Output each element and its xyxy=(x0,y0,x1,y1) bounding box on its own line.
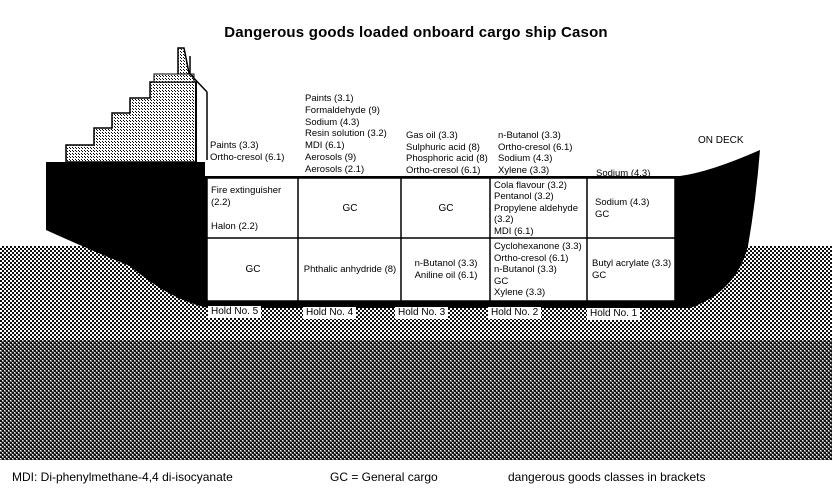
cargo-line: Xylene (3.3) xyxy=(498,164,550,176)
cargo-line: Sodium (4.3) xyxy=(498,153,553,164)
cargo-line: (3.2) xyxy=(494,214,514,226)
cargo-line xyxy=(211,209,214,221)
cargo-line: Ortho-cresol (6.1) xyxy=(406,164,481,176)
hold-label-1: Hold No. 1 xyxy=(587,308,640,320)
cargo-line: Sodium (4.3) xyxy=(595,196,650,208)
cargo-line: Aniline oil (6.1) xyxy=(414,269,478,281)
cargo-line: GC xyxy=(342,202,358,214)
upper-hold-3 xyxy=(402,180,490,237)
hold-label-2: Hold No. 2 xyxy=(488,307,541,319)
deck-cargo-hold-1 xyxy=(596,168,650,180)
cargo-line: GC xyxy=(494,275,509,287)
cargo-line: Formaldehyde (9) xyxy=(305,104,380,116)
cargo-line: Ortho-cresol (6.1) xyxy=(210,152,285,163)
hold-label-5: Hold No. 5 xyxy=(208,306,261,318)
cargo-line: Sodium (4.3) xyxy=(305,116,360,128)
hold-label-3: Hold No. 3 xyxy=(395,307,448,319)
deck-cargo-hold-4 xyxy=(305,93,387,176)
superstructure xyxy=(66,82,196,162)
cargo-line: Ortho-cresol (6.1) xyxy=(494,252,569,264)
lower-hold-4 xyxy=(299,239,401,300)
cargo-line: Butyl acrylate (3.3) xyxy=(592,257,672,269)
cargo-line: GC xyxy=(595,208,610,220)
cargo-line: Gas oil (3.3) xyxy=(406,130,458,141)
hold-label-4: Hold No. 4 xyxy=(303,307,356,319)
deck-cargo-hold-3 xyxy=(406,130,488,176)
lower-hold-2 xyxy=(491,239,587,301)
cargo-line: Fire extinguisher xyxy=(211,184,282,196)
cargo-line: GC xyxy=(245,263,261,275)
footer-gc-definition: GC = General cargo xyxy=(330,470,438,484)
cargo-line: Ortho-cresol (6.1) xyxy=(498,141,573,153)
diagram-title: Dangerous goods loaded onboard cargo ship Cason xyxy=(224,24,608,41)
cargo-line: GC xyxy=(592,269,607,281)
upper-hold-5 xyxy=(208,180,298,237)
cargo-line: Halon (2.2) xyxy=(211,220,258,232)
lower-hold-3 xyxy=(402,239,490,300)
cargo-line: n-Butanol (3.3) xyxy=(494,264,557,276)
cargo-line: MDI (6.1) xyxy=(305,140,345,152)
upper-hold-2 xyxy=(491,178,587,238)
upper-hold-1 xyxy=(589,180,674,237)
footer-mdi-definition: MDI: Di-phenylmethane-4,4 di-isocyanate xyxy=(12,470,233,484)
cargo-line: Aerosols (9) xyxy=(305,151,357,163)
cargo-line: MDI (6.1) xyxy=(494,225,534,237)
cargo-line: (2.2) xyxy=(211,196,231,208)
cargo-line: Sulphuric acid (8) xyxy=(406,141,480,153)
cargo-line: Cola flavour (3.2) xyxy=(494,180,567,191)
cargo-line: Paints (3.3) xyxy=(210,140,259,151)
cargo-line: Phthalic anhydride (8) xyxy=(303,263,397,275)
cargo-line: Xylene (3.3) xyxy=(494,287,546,299)
deck-cargo-hold-5 xyxy=(210,140,284,164)
on-deck-label: ON DECK xyxy=(698,135,744,146)
cargo-line: GC xyxy=(438,202,454,214)
cargo-line: Cyclohexanone (3.3) xyxy=(494,241,582,252)
cargo-line: Paints (3.1) xyxy=(305,93,354,104)
mast-base xyxy=(154,74,194,82)
cargo-line: Aerosols (2.1) xyxy=(305,163,365,175)
cargo-line: Resin solution (3.2) xyxy=(305,128,387,140)
footer-classes-note: dangerous goods classes in brackets xyxy=(508,470,706,484)
sea-dark-band xyxy=(0,340,832,460)
cargo-line: Propylene aldehyde xyxy=(494,202,578,214)
cargo-line: Sodium (4.3) xyxy=(596,168,651,179)
cargo-line: Pentanol (3.2) xyxy=(494,191,554,203)
cargo-line: Phosphoric acid (8) xyxy=(406,153,488,164)
lower-hold-5 xyxy=(208,239,298,300)
cargo-line: n-Butanol (3.3) xyxy=(414,257,478,269)
upper-hold-4 xyxy=(299,180,401,237)
cargo-line: n-Butanol (3.3) xyxy=(498,130,561,141)
deck-cargo-hold-2 xyxy=(498,130,572,176)
lower-hold-1 xyxy=(589,239,674,300)
